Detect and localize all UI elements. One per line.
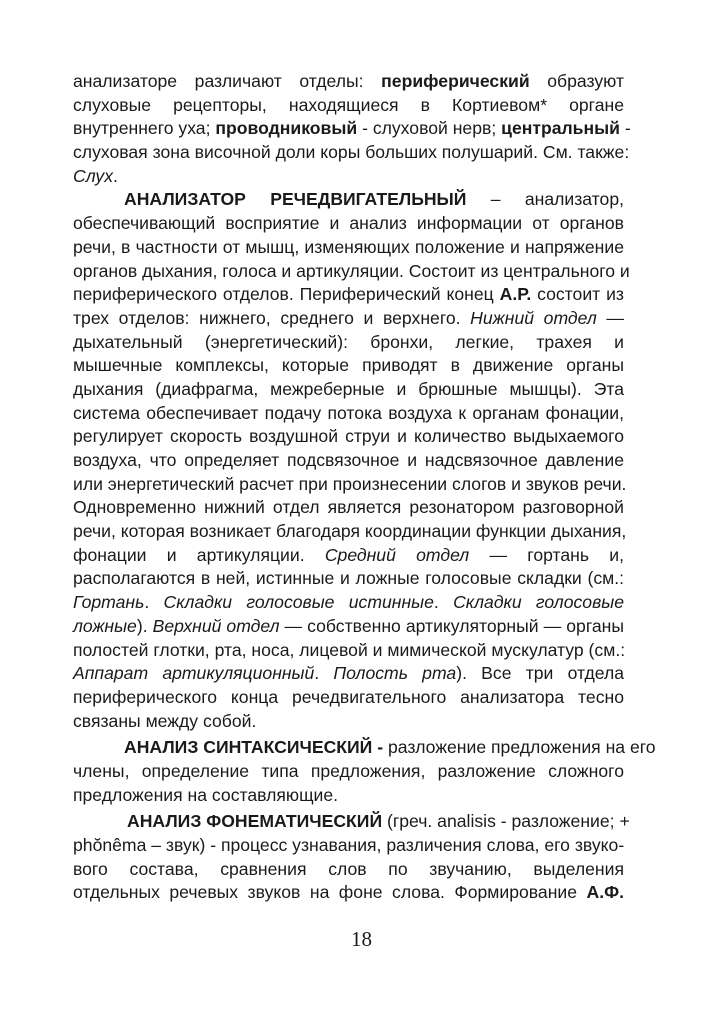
text-line [73, 686, 624, 710]
italic-reference: Нижний отдел [470, 307, 597, 328]
italic-reference: Верхний отдел [152, 615, 280, 636]
entry-heading-line [73, 810, 630, 834]
text-line [73, 567, 624, 591]
text-run: система обеспечивает подачу потока воздуха к органам фонации, [73, 402, 624, 423]
text-run: речи, в частности от мышц, изменяющих положение и напряжение [73, 236, 624, 257]
text-line [73, 881, 624, 905]
entry-heading-line [73, 736, 656, 760]
text-run: или энергетический расчет при произнесении слогов и звуков речи. [73, 473, 627, 494]
text-line [73, 117, 631, 141]
text-run: органов дыхания, голоса и артикуляции. Состоит из центрального и [73, 260, 630, 281]
italic-reference: Складки голосовые истинные [163, 592, 434, 613]
text-run: располагаются в ней, истинные и ложные голосовые складки (см.: [73, 568, 624, 589]
bold-term: АНАЛИЗАТОР РЕЧЕДВИГАТЕЛЬНЫЙ [124, 189, 467, 210]
text-line [73, 402, 624, 426]
text-run: — гортань и, [469, 544, 624, 565]
italic-reference: Полость рта [333, 663, 457, 684]
text-line [73, 378, 624, 402]
text-run: . [314, 663, 334, 684]
text-run: . [433, 592, 454, 613]
text-run: речи, которая возникает благодаря координации функции дыхания, [73, 521, 627, 542]
text-line [73, 165, 624, 189]
text-run: phŏnêma – звук) - процесс узнавания, различения слова, его звуко- [73, 835, 625, 855]
text-line [73, 236, 624, 260]
text-run: — собственно артикуляторный — органы [279, 615, 625, 636]
text-run: - [619, 118, 631, 139]
text-run: члены, определение типа предложения, разложение сложного [73, 760, 624, 781]
text-line [73, 425, 624, 449]
text-line [73, 307, 624, 331]
text-run: мышечные комплексы, которые приводят в движение органы [73, 355, 624, 376]
italic-reference: Слух [73, 165, 114, 186]
text-run: слуховая зона височной доли коры больших полушарий. См. также: [73, 142, 630, 163]
text-line [73, 615, 624, 639]
text-line [73, 858, 624, 882]
text-run: образуют [529, 71, 625, 91]
text-line [73, 496, 624, 520]
text-line [73, 520, 627, 544]
text-run: – анализатор, [466, 189, 624, 210]
text-run: ). Все три отдела [456, 663, 624, 684]
text-run: дыхания (диафрагма, межреберные и брюшные мышцы). Эта [73, 378, 624, 399]
text-run: отдельных речевых звуков на фоне слова. Формирование [73, 882, 587, 903]
text-run: (греч. analisis - разложение; + [382, 811, 630, 832]
bold-term: периферический [381, 71, 530, 91]
text-run: полостей глотки, рта, носа, лицевой и мимической мускулатур (см.: [73, 639, 626, 660]
text-run: обеспечивающий восприятие и анализ информации от органов [73, 213, 624, 234]
italic-reference: Складки голосовые [453, 592, 625, 613]
text-run: разложение предложения на его [383, 737, 656, 758]
text-line [73, 212, 624, 236]
text-run: ). [136, 615, 153, 636]
text-line [73, 662, 624, 686]
text-run: связаны между собой. [73, 710, 257, 731]
text-line [73, 473, 627, 497]
text-run: вого состава, сравнения слов по звучанию, выделения [73, 858, 624, 879]
text-line [73, 784, 624, 808]
text-run: воздуха, что определяет подсвязочное и надсвязочное давление [73, 450, 624, 470]
text-line [73, 331, 624, 355]
text-run: . [113, 165, 118, 186]
text-line [73, 760, 624, 784]
bold-term: А.Р. [499, 284, 532, 305]
bold-term: АНАЛИЗ ФОНЕМАТИЧЕСКИЙ [127, 811, 383, 832]
text-run: анализаторе различают отделы: [73, 71, 382, 91]
text-line [73, 70, 624, 94]
page-number: 18 [351, 927, 372, 951]
entry-heading-line [73, 188, 624, 212]
text-run: внутреннего уха; [73, 118, 216, 139]
text-run: - слуховой нерв; [357, 118, 502, 139]
text-line [73, 639, 624, 663]
text-line [73, 449, 624, 473]
text-run: периферического конца речедвигательного анализатора тесно [73, 686, 624, 707]
text-line [73, 591, 624, 615]
text-run: слуховые рецепторы, находящиеся в Кортиевом* органе [73, 94, 624, 115]
text-line [73, 544, 624, 568]
text-line [73, 260, 630, 284]
bold-term: центральный [501, 118, 620, 139]
bold-term: А.Ф. [586, 882, 624, 903]
text-line [73, 834, 624, 858]
text-run: . [144, 592, 164, 613]
text-run: трех отделов: нижнего, среднего и верхнего. [73, 307, 471, 328]
bold-term: АНАЛИЗ СИНТАКСИЧЕСКИЙ - [124, 737, 384, 758]
text-line [73, 354, 624, 378]
italic-reference: Гортань [73, 592, 145, 613]
text-line [73, 141, 630, 165]
text-run: периферического отделов. Периферический конец [73, 284, 500, 305]
italic-reference: Аппарат артикуляционный [73, 663, 315, 684]
text-run: Одновременно нижний отдел является резонатором разговорной [73, 497, 624, 518]
text-line [73, 94, 624, 118]
text-line [73, 283, 624, 307]
text-run: дыхательный (энергетический): бронхи, легкие, трахея и [73, 331, 624, 352]
italic-reference: ложные [73, 615, 137, 636]
text-line [73, 710, 624, 734]
text-run: — [596, 307, 625, 328]
text-run: фонации и артикуляции. [73, 544, 325, 565]
text-run: регулирует скорость воздушной струи и количество выдыхаемого [73, 426, 624, 447]
page-body [73, 70, 656, 905]
text-run: предложения на составляющие. [73, 784, 339, 805]
bold-term: проводниковый [215, 118, 358, 139]
text-run: состоит из [531, 284, 624, 305]
italic-reference: Средний отдел [324, 544, 470, 565]
